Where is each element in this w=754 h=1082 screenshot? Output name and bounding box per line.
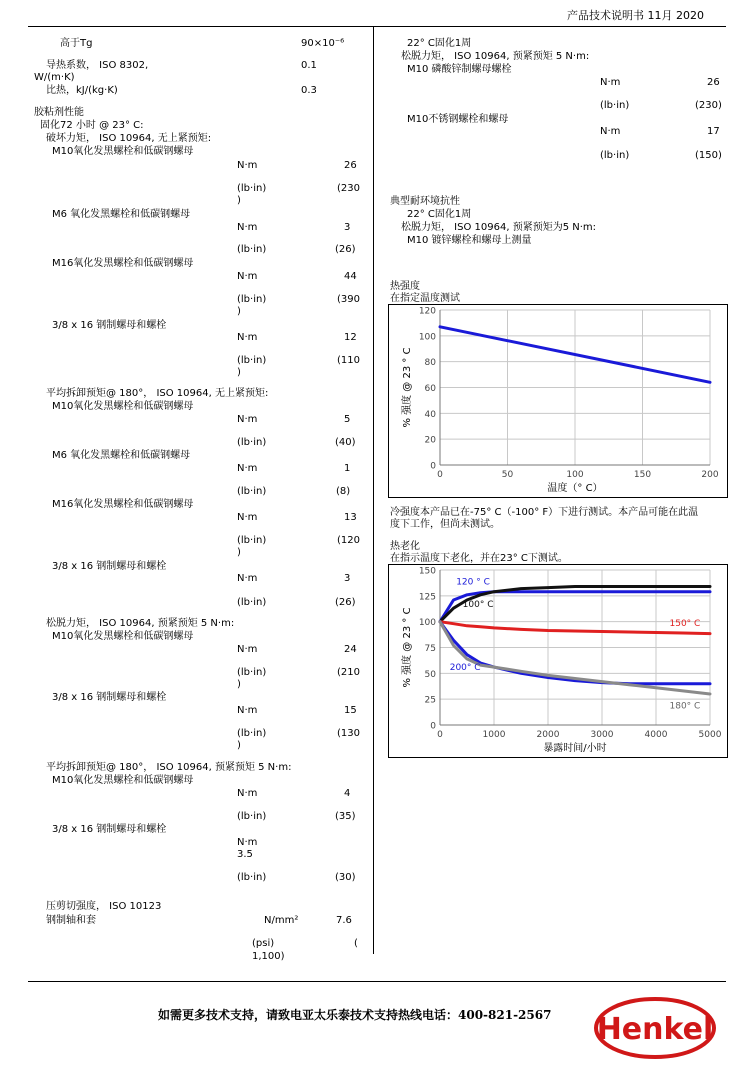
pt1-value: 5 [344, 414, 351, 425]
at2-label: 3/8 x 16 钢制螺母和螺栓 [52, 824, 167, 835]
env-fastener: M10 镀锌螺栓和螺母上测量 [407, 235, 532, 246]
y-tick-label: 120 [418, 306, 436, 317]
pt3-unit2: (lb·in) [237, 535, 267, 546]
heat-aging-heading: 热老化 [390, 541, 420, 552]
pt3-value2-close: ) [237, 547, 241, 558]
at1-unit: N·m [237, 788, 258, 799]
pt1-label: M10氧化发黑螺栓和低碳钢螺母 [52, 401, 194, 412]
bt2-unit: N·m [237, 222, 258, 233]
heat-aging-subtitle: 在指示温度下老化，并在23° C下测试。 [390, 553, 568, 564]
bt4-value: 12 [344, 332, 357, 343]
bt4-label: 3/8 x 16 钢制螺母和螺栓 [52, 320, 167, 331]
r4-unit: N·m [600, 126, 621, 137]
at1-unit2: (lb·in) [237, 811, 267, 822]
at2-unit: N·m [237, 837, 258, 848]
r3-unit: N·m [600, 77, 621, 88]
lt1-value2-close: ) [237, 679, 241, 690]
x-tick-label: 2000 [536, 730, 560, 740]
x-tick-label: 0 [437, 470, 443, 480]
pt1-unit: N·m [237, 414, 258, 425]
x-tick-label: 50 [501, 470, 514, 480]
at2-value: 3.5 [237, 849, 253, 860]
y-axis-label: % 强度 @ 23 ° C [402, 347, 413, 428]
shear-strength-heading: 压剪切强度， ISO 10123 [46, 901, 162, 912]
r3-unit2: (lb·in) [600, 100, 630, 111]
prop-specific-heat-value: 0.3 [301, 85, 317, 96]
bt4-unit2: (lb·in) [237, 355, 267, 366]
pt4-label: 3/8 x 16 钢制螺母和螺栓 [52, 561, 167, 572]
r4-unit2: (lb·in) [600, 150, 630, 161]
hot-strength-heading: 热强度 [390, 281, 420, 292]
pt2-value: 1 [344, 463, 351, 474]
at2-unit2: (lb·in) [237, 872, 267, 883]
r3-value: 26 [707, 77, 720, 88]
tech-support-line: 如需更多技术支持，请致电亚太乐泰技术支持热线电话：400-821-2567 [158, 1008, 552, 1022]
bt1-value: 26 [344, 160, 357, 171]
footer-rule [28, 981, 726, 982]
r2: 松脱力矩， ISO 10964, 预紧预矩 5 N·m: [401, 51, 590, 62]
prop-above-tg: 高于Tg [60, 38, 93, 49]
prop-thermal-conductivity-unit: W/(m·K) [34, 72, 75, 83]
chart-frame [389, 305, 728, 498]
heat-aging-chart [388, 564, 728, 758]
r3-label: M10 磷酸锌制螺母螺栓 [407, 64, 512, 75]
series-label: 200° C [449, 663, 481, 674]
prevail-torque-heading: 平均拆卸预矩@ 180°， ISO 10964, 无上紧预矩: [46, 388, 269, 399]
pt1-unit2: (lb·in) [237, 437, 267, 448]
bt4-value2: (110 [337, 355, 360, 366]
lt1-label: M10氧化发黑螺栓和低碳钢螺母 [52, 631, 194, 642]
prop-thermal-conductivity-value: 0.1 [301, 60, 317, 71]
ss1-unit2: (psi) [252, 938, 275, 949]
y-tick-label: 80 [424, 358, 436, 369]
series-label: 150° C [669, 618, 701, 629]
lt2-unit2: (lb·in) [237, 728, 267, 739]
pt1-value2: (40) [335, 437, 356, 448]
bt1-value2-close: ) [237, 195, 241, 206]
at1-value2: (35) [335, 811, 356, 822]
r4-value: 17 [707, 126, 720, 137]
bt2-value2: (26) [335, 244, 356, 255]
y-tick-label: 0 [430, 721, 436, 732]
y-tick-label: 50 [424, 669, 436, 680]
bt4-value2-close: ) [237, 367, 241, 378]
avg-prevail-torque-heading: 平均拆卸预矩@ 180°， ISO 10964, 预紧预矩 5 N·m: [46, 762, 292, 773]
hot-strength-subtitle: 在指定温度测试 [390, 293, 460, 304]
pt4-unit: N·m [237, 573, 258, 584]
chart-frame [389, 565, 728, 758]
section-adhesive-properties: 胶粘剂性能 [34, 107, 84, 118]
bt2-label: M6 氧化发黑螺栓和低碳钢螺母 [52, 209, 191, 220]
pt4-value: 3 [344, 573, 351, 584]
y-tick-label: 100 [418, 332, 436, 343]
x-tick-label: 100 [566, 470, 584, 480]
pt4-value2: (26) [335, 597, 356, 608]
env-torque: 松脱力矩， ISO 10964, 预紧预矩为5 N·m: [401, 222, 597, 233]
pt2-unit2: (lb·in) [237, 486, 267, 497]
lt2-value2: (130 [337, 728, 360, 739]
lt1-unit2: (lb·in) [237, 667, 267, 678]
document-header: 产品技术说明书 11月 2020 [567, 9, 704, 22]
hot-strength-chart [388, 304, 728, 498]
cold-strength-line2: 度下工作，但尚未测试。 [390, 519, 500, 530]
breakaway-torque-heading: 破坏力矩， ISO 10964, 无上紧预矩: [46, 133, 212, 144]
bt3-value: 44 [344, 271, 357, 282]
bt3-unit: N·m [237, 271, 258, 282]
loosen-torque-heading: 松脱力矩， ISO 10964, 预紧预矩 5 N·m: [46, 618, 235, 629]
env-cure: 22° C固化1周 [407, 209, 472, 220]
x-tick-label: 200 [701, 470, 719, 480]
pt2-label: M6 氧化发黑螺栓和低碳钢螺母 [52, 450, 191, 461]
x-tick-label: 1000 [482, 730, 506, 740]
series-label: 120 ° C [456, 577, 490, 588]
bt2-value: 3 [344, 222, 351, 233]
y-tick-label: 0 [430, 461, 436, 472]
y-tick-label: 100 [418, 618, 436, 629]
bt3-unit2: (lb·in) [237, 294, 267, 305]
y-tick-label: 25 [424, 695, 436, 706]
pt3-label: M16氧化发黑螺栓和低碳钢螺母 [52, 499, 194, 510]
series-label: 100° C [462, 600, 494, 611]
r1: 22° C固化1周 [407, 38, 472, 49]
ss1-value: 7.6 [336, 915, 352, 926]
header-rule [28, 26, 726, 27]
x-tick-label: 3000 [590, 730, 614, 740]
pt2-unit: N·m [237, 463, 258, 474]
bt2-unit2: (lb·in) [237, 244, 267, 255]
y-tick-label: 20 [424, 435, 436, 446]
ss1-value2: 1,100) [252, 951, 285, 962]
x-tick-label: 5000 [698, 730, 722, 740]
henkel-logo-text: Henkel [596, 1012, 714, 1047]
lt2-label: 3/8 x 16 钢制螺母和螺栓 [52, 692, 167, 703]
lt1-value2: (210 [337, 667, 360, 678]
y-axis-label: % 强度 @ 23 ° C [402, 607, 413, 688]
cold-strength-line1: 冷强度本产品已在-75° C（-100° F）下进行测试。本产品可能在此温 [390, 507, 699, 518]
lt1-value: 24 [344, 644, 357, 655]
column-divider [373, 26, 374, 954]
y-tick-label: 150 [418, 566, 436, 577]
y-tick-label: 75 [424, 644, 436, 654]
bt1-unit2: (lb·in) [237, 183, 267, 194]
pt3-value: 13 [344, 512, 357, 523]
bt4-unit: N·m [237, 332, 258, 343]
pt2-value2: (8) [336, 486, 351, 497]
lt2-unit: N·m [237, 705, 258, 716]
pt4-unit2: (lb·in) [237, 597, 267, 608]
at1-label: M10氧化发黑螺栓和低碳钢螺母 [52, 775, 194, 786]
x-tick-label: 0 [437, 730, 443, 740]
y-tick-label: 40 [424, 409, 436, 420]
prop-thermal-conductivity: 导热系数， ISO 8302, [46, 60, 149, 71]
y-tick-label: 60 [424, 384, 436, 394]
lt1-unit: N·m [237, 644, 258, 655]
at2-value2: (30) [335, 872, 356, 883]
r4-value2: (150) [695, 150, 722, 161]
env-resistance-heading: 典型耐环境抗性 [390, 196, 460, 207]
x-axis-label: 温度（° C） [547, 483, 603, 494]
lt2-value2-close: ) [237, 740, 241, 751]
bt3-value2-close: ) [237, 306, 241, 317]
bt3-label: M16氧化发黑螺栓和低碳钢螺母 [52, 258, 194, 269]
r3-value2: (230) [695, 100, 722, 111]
prop-above-tg-value: 90×10⁻⁶ [301, 38, 345, 49]
x-tick-label: 4000 [644, 730, 668, 740]
ss1-label: 钢制轴和套 [46, 915, 96, 926]
series-label: 180° C [669, 701, 701, 712]
henkel-logo [592, 995, 718, 1061]
ss1-unit: N/mm² [264, 915, 299, 926]
at1-value: 4 [344, 788, 351, 799]
lt2-value: 15 [344, 705, 357, 716]
pt3-unit: N·m [237, 512, 258, 523]
x-axis-label: 暴露时间/小时 [543, 743, 607, 754]
y-tick-label: 125 [418, 592, 436, 603]
r4-label: M10不锈钢螺栓和螺母 [407, 114, 509, 125]
prop-specific-heat: 比热，kJ/(kg·K) [46, 85, 118, 96]
cure-condition: 固化72 小时 @ 23° C: [40, 120, 144, 131]
x-tick-label: 150 [633, 470, 652, 480]
ss1-value2-open: ( [354, 938, 358, 949]
bt1-value2: (230 [337, 183, 360, 194]
bt1-unit: N·m [237, 160, 258, 171]
bt1-label: M10氧化发黑螺栓和低碳钢螺母 [52, 146, 194, 157]
bt3-value2: (390 [337, 294, 360, 305]
pt3-value2: (120 [337, 535, 360, 546]
